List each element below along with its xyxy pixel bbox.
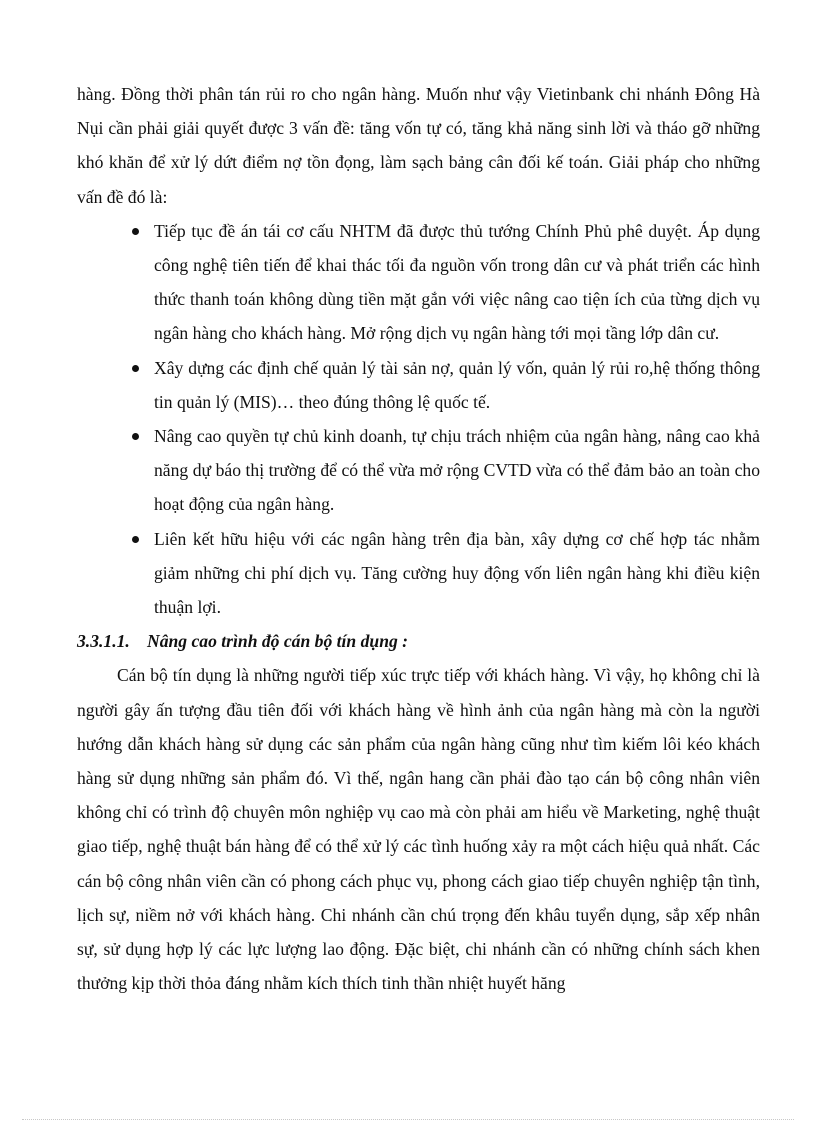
bullet-text: Tiếp tục đề án tái cơ cấu NHTM đã được thủ tướng Chính Phủ phê duyệt. Áp dụng công nghệ tiên tiến để khai thác tối đa nguồn vốn trong dân cư và phát triển các hình thức thanh toán không dùng tiền mặt gắn với việc nâng cao tiện ích của từng dịch vụ ngân hàng cho khách hàng. Mở rộng dịch vụ ngân hàng tới mọi tầng lớp dân cư. [154,220,760,344]
bullet-list [77,214,760,624]
section-title: Nâng cao trình độ cán bộ tín dụng : [147,631,409,652]
bullet-dot-icon [132,433,139,440]
bullet-text: Liên kết hữu hiệu với các ngân hàng trên địa bàn, xây dựng cơ chế hợp tác nhằm giảm những chi phí dịch vụ. Tăng cường huy động vốn liên ngân hàng khi điều kiện thuận lợi. [154,528,760,618]
section-heading [77,624,760,658]
body-paragraph: Cán bộ tín dụng là những người tiếp xúc trực tiếp với khách hàng. Vì vậy, họ không chỉ là người gây ấn tượng đầu tiên đối với khách hàng về hình ảnh của ngân hàng mà còn la người hướng dẫn khách hàng sử dụng các sản phẩm của ngân hàng cũng như tìm kiếm lôi kéo khách hàng sử dụng những sản phẩm đó. Vì thế, ngân hang cần phải đào tạo cán bộ công nhân viên không chỉ có trình độ chuyên môn nghiệp vụ cao mà còn phải am hiểu về Marketing, nghệ thuật giao tiếp, nghệ thuật bán hàng để có thể xử lý các tình huống xảy ra một cách hiệu quả nhất. Các cán bộ công nhân viên cần có phong cách phục vụ, phong cách giao tiếp chuyên nghiệp tận tình, lịch sự, niềm nở với khách hàng. Chi nhánh cần chú trọng đến khâu tuyển dụng, sắp xếp nhân sự, sử dụng hợp lý các lực lượng lao động. Đặc biệt, chi nhánh cần có những chính sách khen thưởng kịp thời thỏa đáng nhằm kích thích tinh thần nhiệt huyết hăng [77,665,760,994]
page-content [77,77,760,1000]
bullet-dot-icon [132,536,139,543]
bullet-item [77,351,760,419]
section-number: 3.3.1.1. [77,631,130,652]
bullet-text: Xây dựng các định chế quản lý tài sản nợ, quản lý vốn, quản lý rủi ro,hệ thống thông tin quản lý (MIS)… theo đúng thông lệ quốc tế. [154,357,760,412]
bullet-dot-icon [132,228,139,235]
bullet-item [77,419,760,522]
bullet-text: Nâng cao quyền tự chủ kinh doanh, tự chịu trách nhiệm của ngân hàng, nâng cao khả năng dự báo thị trường để có thể vừa mở rộng CVTD vừa có thể đảm bảo an toàn cho hoạt động của ngân hàng. [154,426,760,515]
page-bottom-rule [22,1119,794,1120]
bullet-dot-icon [132,365,139,372]
intro-paragraph: hàng. Đồng thời phân tán rủi ro cho ngân hàng. Muốn như vậy Vietinbank chi nhánh Đông Hà Nụi cần phải giải quyết được 3 vấn đề: tăng vốn tự có, tăng khả năng sinh lời và tháo gỡ những khó khăn để xử lý dứt điểm nợ tồn đọng, làm sạch bảng cân đối kế toán. Giải pháp cho những vấn đề đó là: [77,84,760,207]
bullet-item [77,214,760,351]
bullet-item [77,522,760,625]
